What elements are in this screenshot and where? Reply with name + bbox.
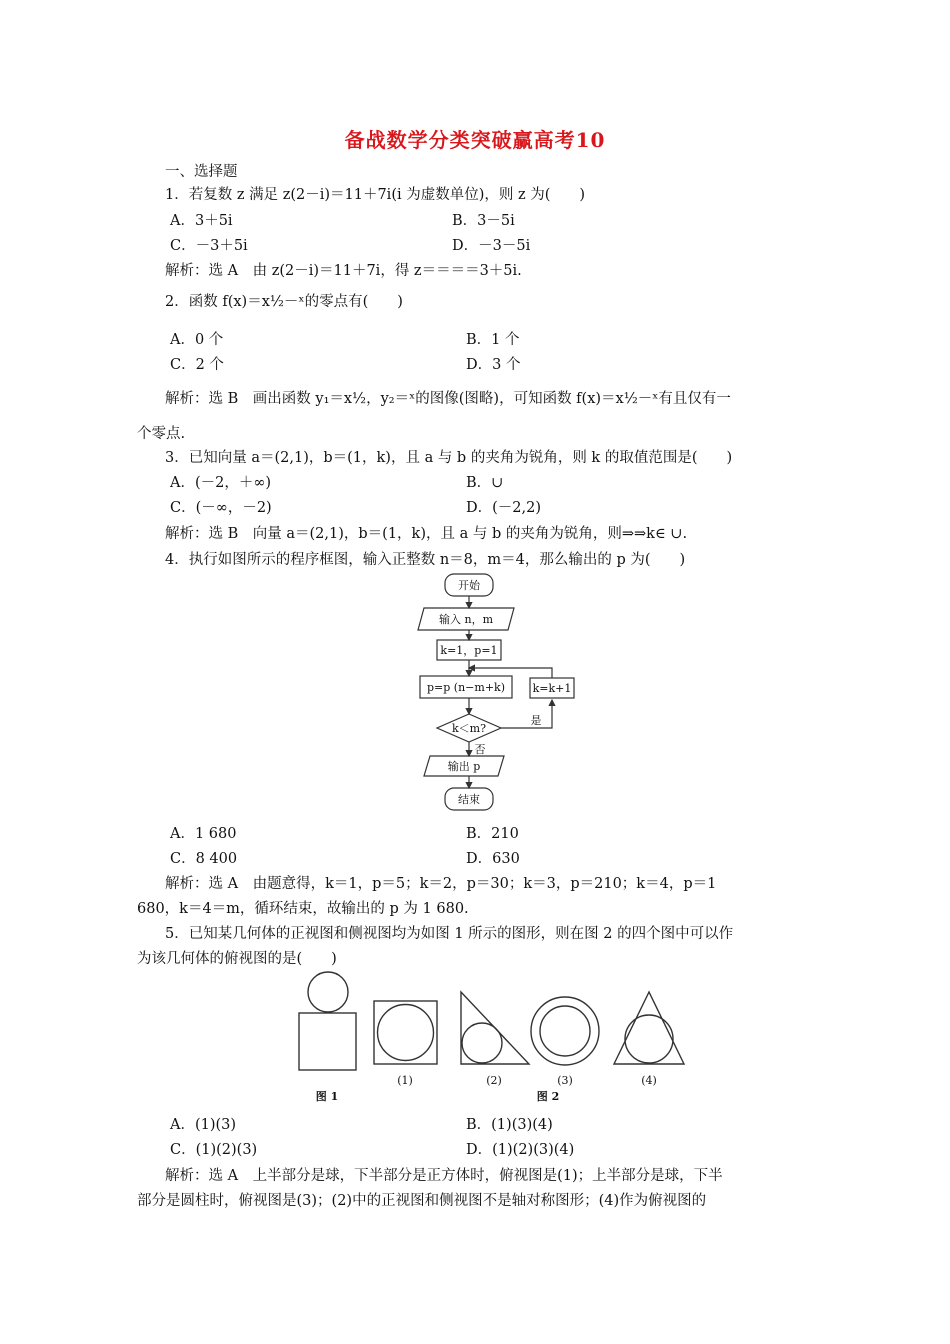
q5-option-b: B．(1)(3)(4)	[466, 1117, 553, 1133]
fig2-1-square	[374, 1001, 437, 1064]
q5-solution-line1: 解析：选 A 上半部分是球，下半部分是正方体时，俯视图是(1)；上半部分是球，下半	[165, 1168, 723, 1184]
q5-stem-line1: 5．已知某几何体的正视图和侧视图均为如图 1 所示的图形，则在图 2 的四个图中可以作	[165, 926, 734, 942]
geometry-figures	[290, 968, 690, 1108]
q2-stem: 2．函数 f(x)＝x½－ˣ的零点有( )	[165, 294, 403, 310]
q3-option-b: B．∪	[466, 475, 504, 491]
q5-option-c: C．(1)(2)(3)	[170, 1142, 258, 1158]
flow-condition-label: k＜m?	[452, 722, 486, 735]
flow-update-label: p=p (n−m+k)	[427, 681, 505, 694]
fig2-4-label: (4)	[641, 1074, 657, 1087]
q2-option-d: D．3 个	[466, 357, 521, 373]
section-heading: 一、选择题	[165, 164, 238, 180]
fig1-square	[299, 1013, 356, 1070]
fig2-4-circle	[625, 1015, 673, 1063]
q4-solution-line2: 680，k＝4＝m，循环结束，故输出的 p 为 1 680.	[137, 901, 469, 917]
q1-option-b: B．3－5i	[452, 213, 515, 229]
q3-option-a: A．(－2，＋∞)	[170, 475, 272, 491]
flow-init-label: k=1，p=1	[440, 644, 498, 657]
flow-input-label: 输入 n，m	[438, 613, 494, 626]
q1-option-a: A．3＋5i	[170, 213, 233, 229]
q1-stem: 1．若复数 z 满足 z(2－i)＝11＋7i(i 为虚数单位)，则 z 为( )	[165, 187, 586, 203]
flow-end-label: 结束	[458, 793, 480, 806]
q2-solution-line1: 解析：选 B 画出函数 y₁＝x½，y₂＝ˣ的图像(图略)，可知函数 f(x)＝x½－ˣ有且仅有一	[165, 391, 731, 407]
q4-option-b: B．210	[466, 826, 519, 842]
q1-solution: 解析：选 A 由 z(2－i)＝11＋7i，得 z＝＝＝＝3＋5i.	[165, 263, 522, 279]
fig2-1-circle	[378, 1005, 434, 1061]
q3-solution: 解析：选 B 向量 a＝(2,1)，b＝(1，k)，且 a 与 b 的夹角为锐角，则⇒⇒k∈ ∪.	[165, 526, 688, 542]
q4-option-a: A．1 680	[170, 826, 237, 842]
flowchart	[400, 570, 600, 815]
fig2-3-outer-circle	[531, 997, 599, 1065]
flow-yes-label: 是	[530, 714, 542, 727]
fig2-2-label: (2)	[486, 1074, 502, 1087]
q5-stem-line2: 为该几何体的俯视图的是( )	[137, 951, 337, 967]
flow-start-label: 开始	[458, 579, 480, 592]
q5-option-d: D．(1)(2)(3)(4)	[466, 1142, 575, 1158]
flow-output-label: 输出 p	[447, 760, 481, 773]
q5-option-a: A．(1)(3)	[170, 1117, 237, 1133]
page-title: 备战数学分类突破赢高考10	[344, 128, 606, 152]
q5-solution-line2: 部分是圆柱时，俯视图是(3)；(2)中的正视图和侧视图不是轴对称图形；(4)作为俯视图的	[137, 1193, 707, 1209]
q2-option-a: A．0 个	[170, 332, 224, 348]
fig2-2-circle	[462, 1023, 502, 1063]
q2-option-c: C．2 个	[170, 357, 224, 373]
q1-option-d: D．－3－5i	[452, 238, 531, 254]
q3-stem: 3．已知向量 a＝(2,1)，b＝(1，k)，且 a 与 b 的夹角为锐角，则 k 的取值范围是( )	[165, 450, 733, 466]
fig2-caption: 图 2	[536, 1090, 560, 1103]
fig2-4-triangle	[614, 992, 684, 1064]
q2-solution-line2: 个零点.	[137, 426, 186, 442]
fig2-1-label: (1)	[397, 1074, 413, 1087]
fig2-3-inner-circle	[540, 1006, 590, 1056]
q3-option-c: C．(－∞，－2)	[170, 500, 272, 516]
q1-option-c: C．－3＋5i	[170, 238, 248, 254]
q4-option-d: D．630	[466, 851, 520, 867]
q2-option-b: B．1 个	[466, 332, 520, 348]
fig1-caption: 图 1	[315, 1090, 339, 1103]
q3-option-d: D．(－2,2)	[466, 500, 541, 516]
q4-option-c: C．8 400	[170, 851, 238, 867]
flow-increment-label: k=k+1	[532, 682, 572, 695]
fig2-3-label: (3)	[557, 1074, 573, 1087]
q4-stem: 4．执行如图所示的程序框图，输入正整数 n＝8，m＝4，那么输出的 p 为( )	[165, 552, 686, 568]
fig1-sphere	[308, 972, 348, 1012]
flow-no-label: 否	[474, 743, 486, 756]
q4-solution-line1: 解析：选 A 由题意得，k＝1，p＝5；k＝2，p＝30；k＝3，p＝210；k＝4，p＝1	[165, 876, 717, 892]
